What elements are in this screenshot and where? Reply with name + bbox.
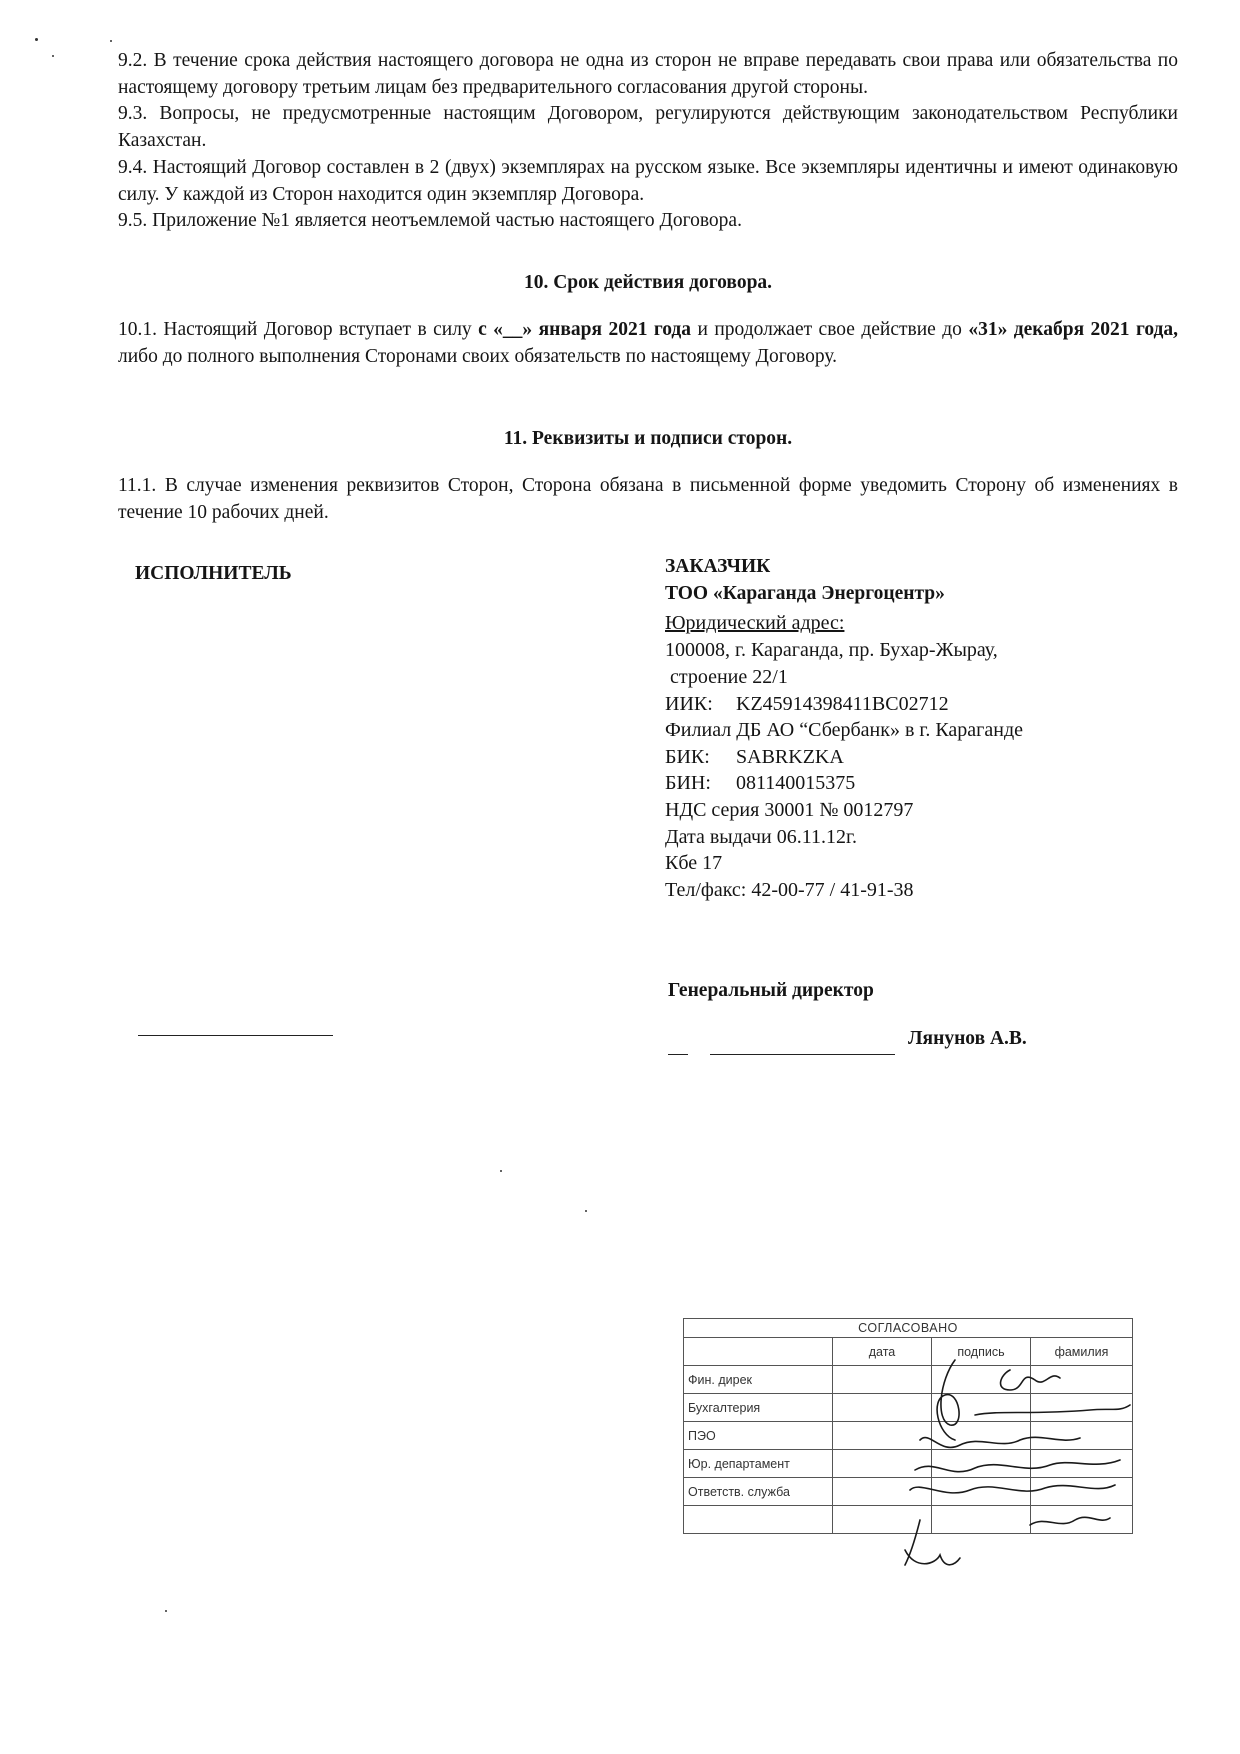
approval-row [684, 1450, 1133, 1478]
phone-fax: Тел/факс: 42-00-77 / 41-91-38 [665, 879, 914, 901]
approval-col-signature: подпись [932, 1338, 1031, 1366]
clause-9-5: 9.5. Приложение №1 является неотъемлемой частью настоящего Договора. [118, 210, 742, 231]
approval-row [684, 1394, 1133, 1422]
signature-stroke [905, 1550, 960, 1565]
iik-value: KZ45914398411BC02712 [736, 693, 949, 715]
scan-speck [165, 1610, 167, 1612]
approval-row [684, 1422, 1133, 1450]
customer-signature-line-short [668, 1054, 688, 1055]
approval-col-role [684, 1338, 833, 1366]
bin-value: 081140015375 [736, 772, 856, 794]
approval-row-role: ПЭО [684, 1422, 833, 1450]
clause-10-1-text-c: либо до полного выполнения Сторонами своих обязательств по настоящему Договору. [118, 345, 837, 367]
approval-row-role: Юр. департамент [684, 1450, 833, 1478]
clause-9-3: 9.3. Вопросы, не предусмотренные настоящим Договором, регулируются действующим законодательством Республики Казахстан. [118, 103, 1178, 151]
section-11-heading: 11. Реквизиты и подписи сторон. [503, 428, 793, 449]
iik-label: ИИК: [665, 693, 713, 715]
approval-col-date: дата [833, 1338, 932, 1366]
clause-10-1-start-date: с «__» января 2021 года [478, 319, 692, 340]
clause-10-1-text-a: 10.1. Настоящий Договор вступает в силу [118, 319, 479, 340]
clause-9-2: 9.2. В течение срока действия настоящего договора не одна из сторон не вправе передавать свои права или обязательства по настоящему договору третьим лицам без предварительного согласования другой стороны. [118, 50, 1178, 98]
approval-row-role [684, 1506, 833, 1534]
clause-10-1-text-b: и продолжает свое действие до [691, 319, 969, 340]
approval-col-surname: фамилия [1031, 1338, 1133, 1366]
vat-certificate: НДС серия 30001 № 0012797 [665, 799, 914, 821]
scan-speck [500, 1170, 502, 1172]
customer-position: Генеральный директор [668, 980, 874, 1001]
bik-row [665, 744, 844, 770]
approval-stamp-title: СОГЛАСОВАНО [683, 1318, 1133, 1337]
address-line-2: строение 22/1 [670, 666, 788, 688]
clause-10-1-end-date: «31» декабря 2021 года, [968, 319, 1178, 340]
approval-row-role: Бухгалтерия [684, 1394, 833, 1422]
approval-row [684, 1478, 1133, 1506]
approval-header-row [684, 1338, 1133, 1366]
approval-row-role: Фин. дирек [684, 1366, 833, 1394]
approval-table [683, 1337, 1133, 1534]
bik-value: SABRKZKA [736, 746, 844, 768]
approval-row [684, 1366, 1133, 1394]
customer-company: ТОО «Караганда Энергоцентр» [665, 583, 945, 604]
scan-speck [110, 40, 112, 42]
clause-11-1: 11.1. В случае изменения реквизитов Сторон, Сторона обязана в письменной форме уведомить Сторону об изменениях в течение 10 рабочих дней. [118, 475, 1178, 523]
scan-speck [52, 55, 54, 57]
section-10-heading: 10. Срок действия договора. [523, 272, 773, 293]
approval-row-role: Ответств. служба [684, 1478, 833, 1506]
address-line-1: 100008, г. Караганда, пр. Бухар-Жырау, [665, 639, 998, 661]
customer-signature-line [710, 1054, 895, 1055]
bik-label: БИК: [665, 746, 710, 768]
clause-10-1 [118, 317, 1178, 370]
issue-date: Дата выдачи 06.11.12г. [665, 826, 857, 848]
bin-row [665, 770, 855, 796]
iik-row [665, 691, 949, 717]
bin-label: БИН: [665, 772, 711, 794]
clause-9-4: 9.4. Настоящий Договор составлен в 2 (двух) экземплярах на русском языке. Все экземпляры идентичны и имеют одинаковую силу. У каждой из Сторон находится один экземпляр Договора. [118, 157, 1178, 205]
bank-name: Филиал ДБ АО “Сбербанк» в г. Караганде [665, 719, 1024, 741]
customer-title: ЗАКАЗЧИК [665, 556, 771, 577]
executor-title: ИСПОЛНИТЕЛЬ [135, 563, 292, 584]
executor-signature-line [138, 1035, 333, 1036]
customer-signer: Лянунов А.В. [908, 1028, 1027, 1049]
legal-address-label: Юридический адрес: [665, 612, 845, 634]
scan-speck [585, 1210, 587, 1212]
scan-speck [35, 38, 38, 41]
kbe: Кбе 17 [665, 852, 723, 874]
approval-row [684, 1506, 1133, 1534]
approval-stamp [683, 1318, 1133, 1523]
